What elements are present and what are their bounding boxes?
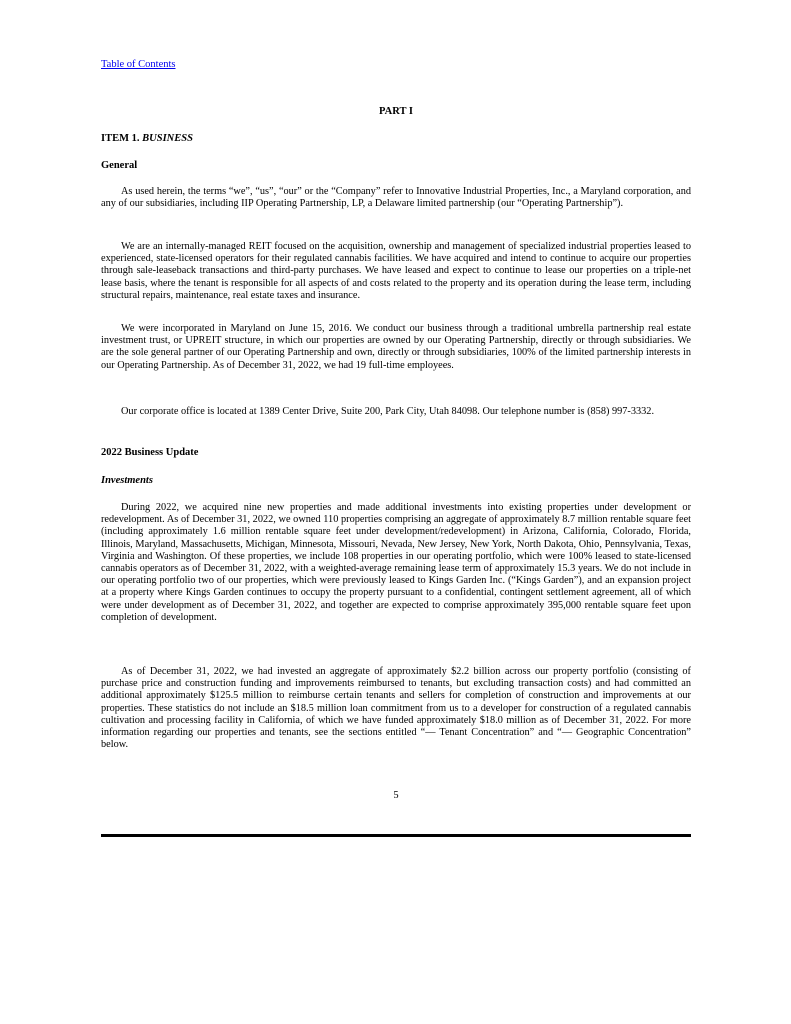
part-title: PART I: [379, 106, 413, 117]
table-of-contents-link[interactable]: Table of Contents: [101, 59, 176, 70]
investments-paragraph-2: As of December 31, 2022, we had invested an aggregate of approximately $2.2 billion across our property portfolio (consisting of purchase price and construction funding and improvements reimbursed to tenants, but excluding transaction costs) and had committed an additional approximately $125.5 million to reimburse certain tenants and sellers for completion of construction and improvements at our properties. These statistics do not include an $18.5 million loan commitment from us to a developer for construction of a regulated cannabis cultivation and processing facility in California, of which we have funded approximately $18.0 million as of December 31, 2022. For more information regarding our properties and tenants, see the sections entitled “— Tenant Concentration” and “— Geographic Concentration” below.: [101, 666, 691, 751]
general-paragraph-1: As used herein, the terms “we”, “us”, “our” or the “Company” refer to Innovative Industrial Properties, Inc., a Maryland corporation, and any of our subsidiaries, including IIP Operating Partnership, LP, a Delaware limited partnership (our “Operating Partnership”).: [101, 186, 691, 210]
general-heading: General: [101, 160, 138, 171]
item-name: BUSINESS: [142, 133, 193, 144]
general-paragraph-2: We are an internally-managed REIT focused on the acquisition, ownership and management of specialized industrial properties leased to experienced, state-licensed operators for their regulated cannabis facilities. We have acquired and intend to continue to acquire our properties through sale-leaseback transactions and third-party purchases. We have leased and expect to continue to lease our properties on a triple-net lease basis, where the tenant is responsible for all aspects of and costs related to the property and its operation during the lease term, including structural repairs, maintenance, real estate taxes and insurance.: [101, 241, 691, 301]
general-paragraph-4: Our corporate office is located at 1389 Center Drive, Suite 200, Park City, Utah 84098. Our telephone number is (858) 997-3332.: [121, 406, 655, 417]
general-paragraph-3: We were incorporated in Maryland on June 15, 2016. We conduct our business through a traditional umbrella partnership real estate investment trust, or UPREIT structure, in which our properties are owned by our Operating Partnership, directly or through subsidiaries. We are the sole general partner of our Operating Partnership and own, directly or through subsidiaries, 100% of the limited partnership interests in our Operating Partnership. As of December 31, 2022, we had 19 full-time employees.: [101, 323, 691, 371]
page-divider: [101, 834, 691, 837]
investments-heading: Investments: [101, 475, 153, 486]
investments-paragraph-1: During 2022, we acquired nine new properties and made additional investments into existing properties under development or redevelopment. As of December 31, 2022, we owned 110 properties comprising an aggregate of approximately 8.7 million rentable square feet (including approximately 1.6 million rentable square feet under development/redevelopment) in Arizona, California, Colorado, Florida, Illinois, Maryland, Massachusetts, Michigan, Minnesota, Missouri, Nevada, New Jersey, New York, North Dakota, Ohio, Pennsylvania, Texas, Virginia and Washington. Of these properties, we include 108 properties in our operating portfolio, which were 100% leased to state-licensed cannabis operators as of December 31, 2022, with a weighted-average remaining lease term of approximately 15.3 years. We do not include in our operating portfolio two of our properties, which were previously leased to Kings Garden Inc. (“Kings Garden”), and an expansion project at a property where Kings Garden continues to occupy the property pursuant to a confidential, contingent settlement agreement, all of which were under development as of December 31, 2022, and together are expected to comprise approximately 395,000 rentable square feet upon completion of development.: [101, 502, 691, 623]
page-number: 5: [393, 790, 399, 801]
item-title: [101, 133, 193, 144]
item-number: ITEM 1.: [101, 133, 140, 144]
business-update-heading: 2022 Business Update: [101, 447, 199, 458]
